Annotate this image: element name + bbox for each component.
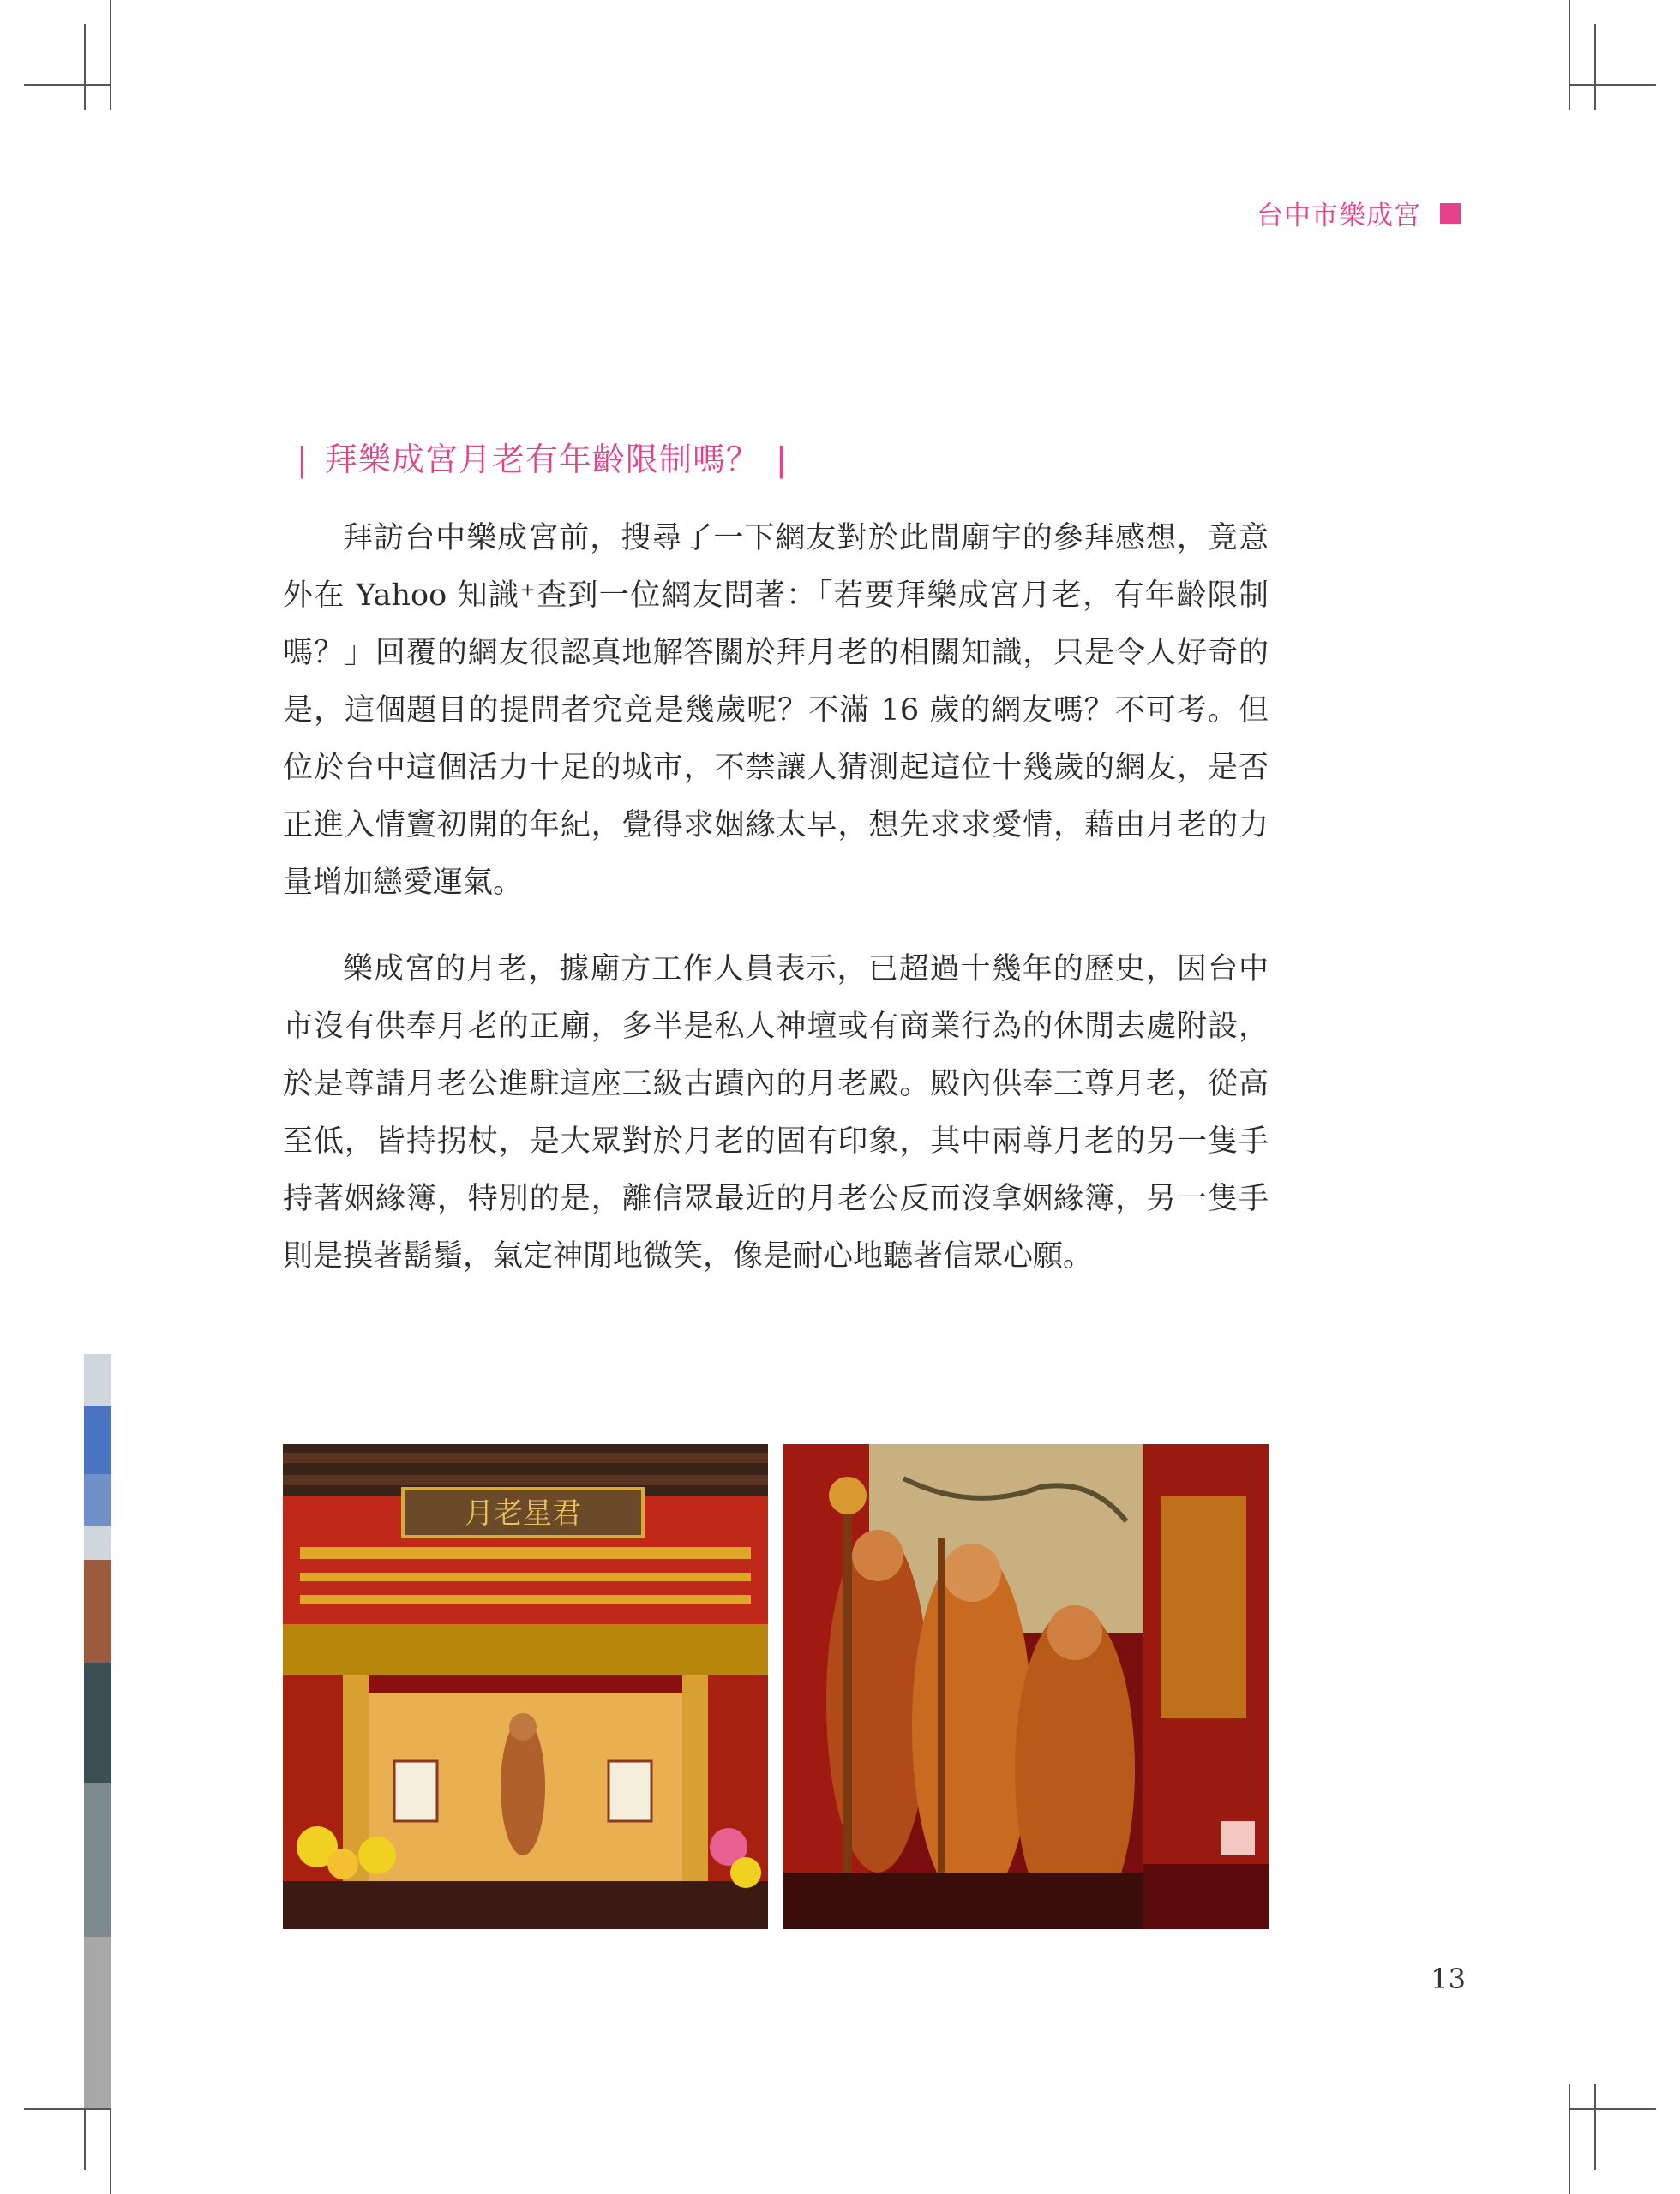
paragraph-text: 樂成宮的月老，據廟方工作人員表示，已超過十幾年的歷史，因台中市沒有供奉月老的正廟，多半是私人神壇或有商業行為的休閒去處附設，於是尊請月老公進駐這座三級古蹟內的月老殿。殿內供奉三尊月老，從高至低，皆持拐杖，是大眾對於月老的固有印象，其中兩尊月老的另一隻手持著姻緣簿，特別的是，離信眾最近的月老公反而沒拿姻緣簿，另一隻手則是摸著鬍鬚，氣定神閒地微笑，像是耐心地聽著信眾心願。 (283, 952, 1269, 1274)
heading-bar-left: | (297, 441, 309, 478)
running-header-title: 台中市樂成宮 (1257, 201, 1421, 231)
crop-mark-top-right-h (1570, 84, 1656, 86)
crop-mark-bottom-left-h (24, 2108, 110, 2110)
body-paragraph-2 (283, 941, 1269, 1286)
heading-bar-right: | (776, 441, 788, 478)
crop-mark-top-right-v (1569, 0, 1570, 110)
section-heading-text: 拜樂成宮月老有年齡限制嗎？ (324, 441, 759, 478)
running-header (1257, 194, 1461, 232)
crop-mark-bottom-right-v2 (1594, 2084, 1596, 2170)
page-number: 13 (1431, 1963, 1466, 1995)
crop-mark-top-left-v (110, 0, 111, 110)
crop-mark-top-left-v2 (84, 24, 86, 110)
square-marker-icon (1440, 203, 1461, 224)
crop-mark-bottom-right-v (1569, 2084, 1570, 2194)
altar-plaque-text: 月老星君 (465, 1496, 581, 1531)
paragraph-text: 拜訪台中樂成宮前，搜尋了一下網友對於此間廟宇的參拜感想，竟意外在 Yahoo 知識⁺查到一位網友問著：「若要拜樂成宮月老，有年齡限制嗎？」回覆的網友很認真地解答關於拜月老的相關知識，只是令人好奇的是，這個題目的提問者究竟是幾歲呢？不滿 16 歲的網友嗎？不可考。但位於台中這個活力十足的城市，不禁讓人猜測起這位十幾歲的網友，是否正進入情竇初開的年紀，覺得求姻緣太早，想先求求愛情，藉由月老的力量增加戀愛運氣。 (283, 521, 1269, 900)
crop-mark-top-left-h (24, 84, 110, 86)
photo-altar (283, 1444, 768, 1929)
photo-statues (783, 1444, 1269, 1929)
edge-photo-strip (84, 1354, 111, 2108)
crop-mark-top-right-v2 (1594, 24, 1596, 110)
crop-mark-bottom-right-h (1570, 2108, 1656, 2110)
section-heading (291, 433, 793, 480)
body-paragraph-1 (283, 510, 1269, 912)
